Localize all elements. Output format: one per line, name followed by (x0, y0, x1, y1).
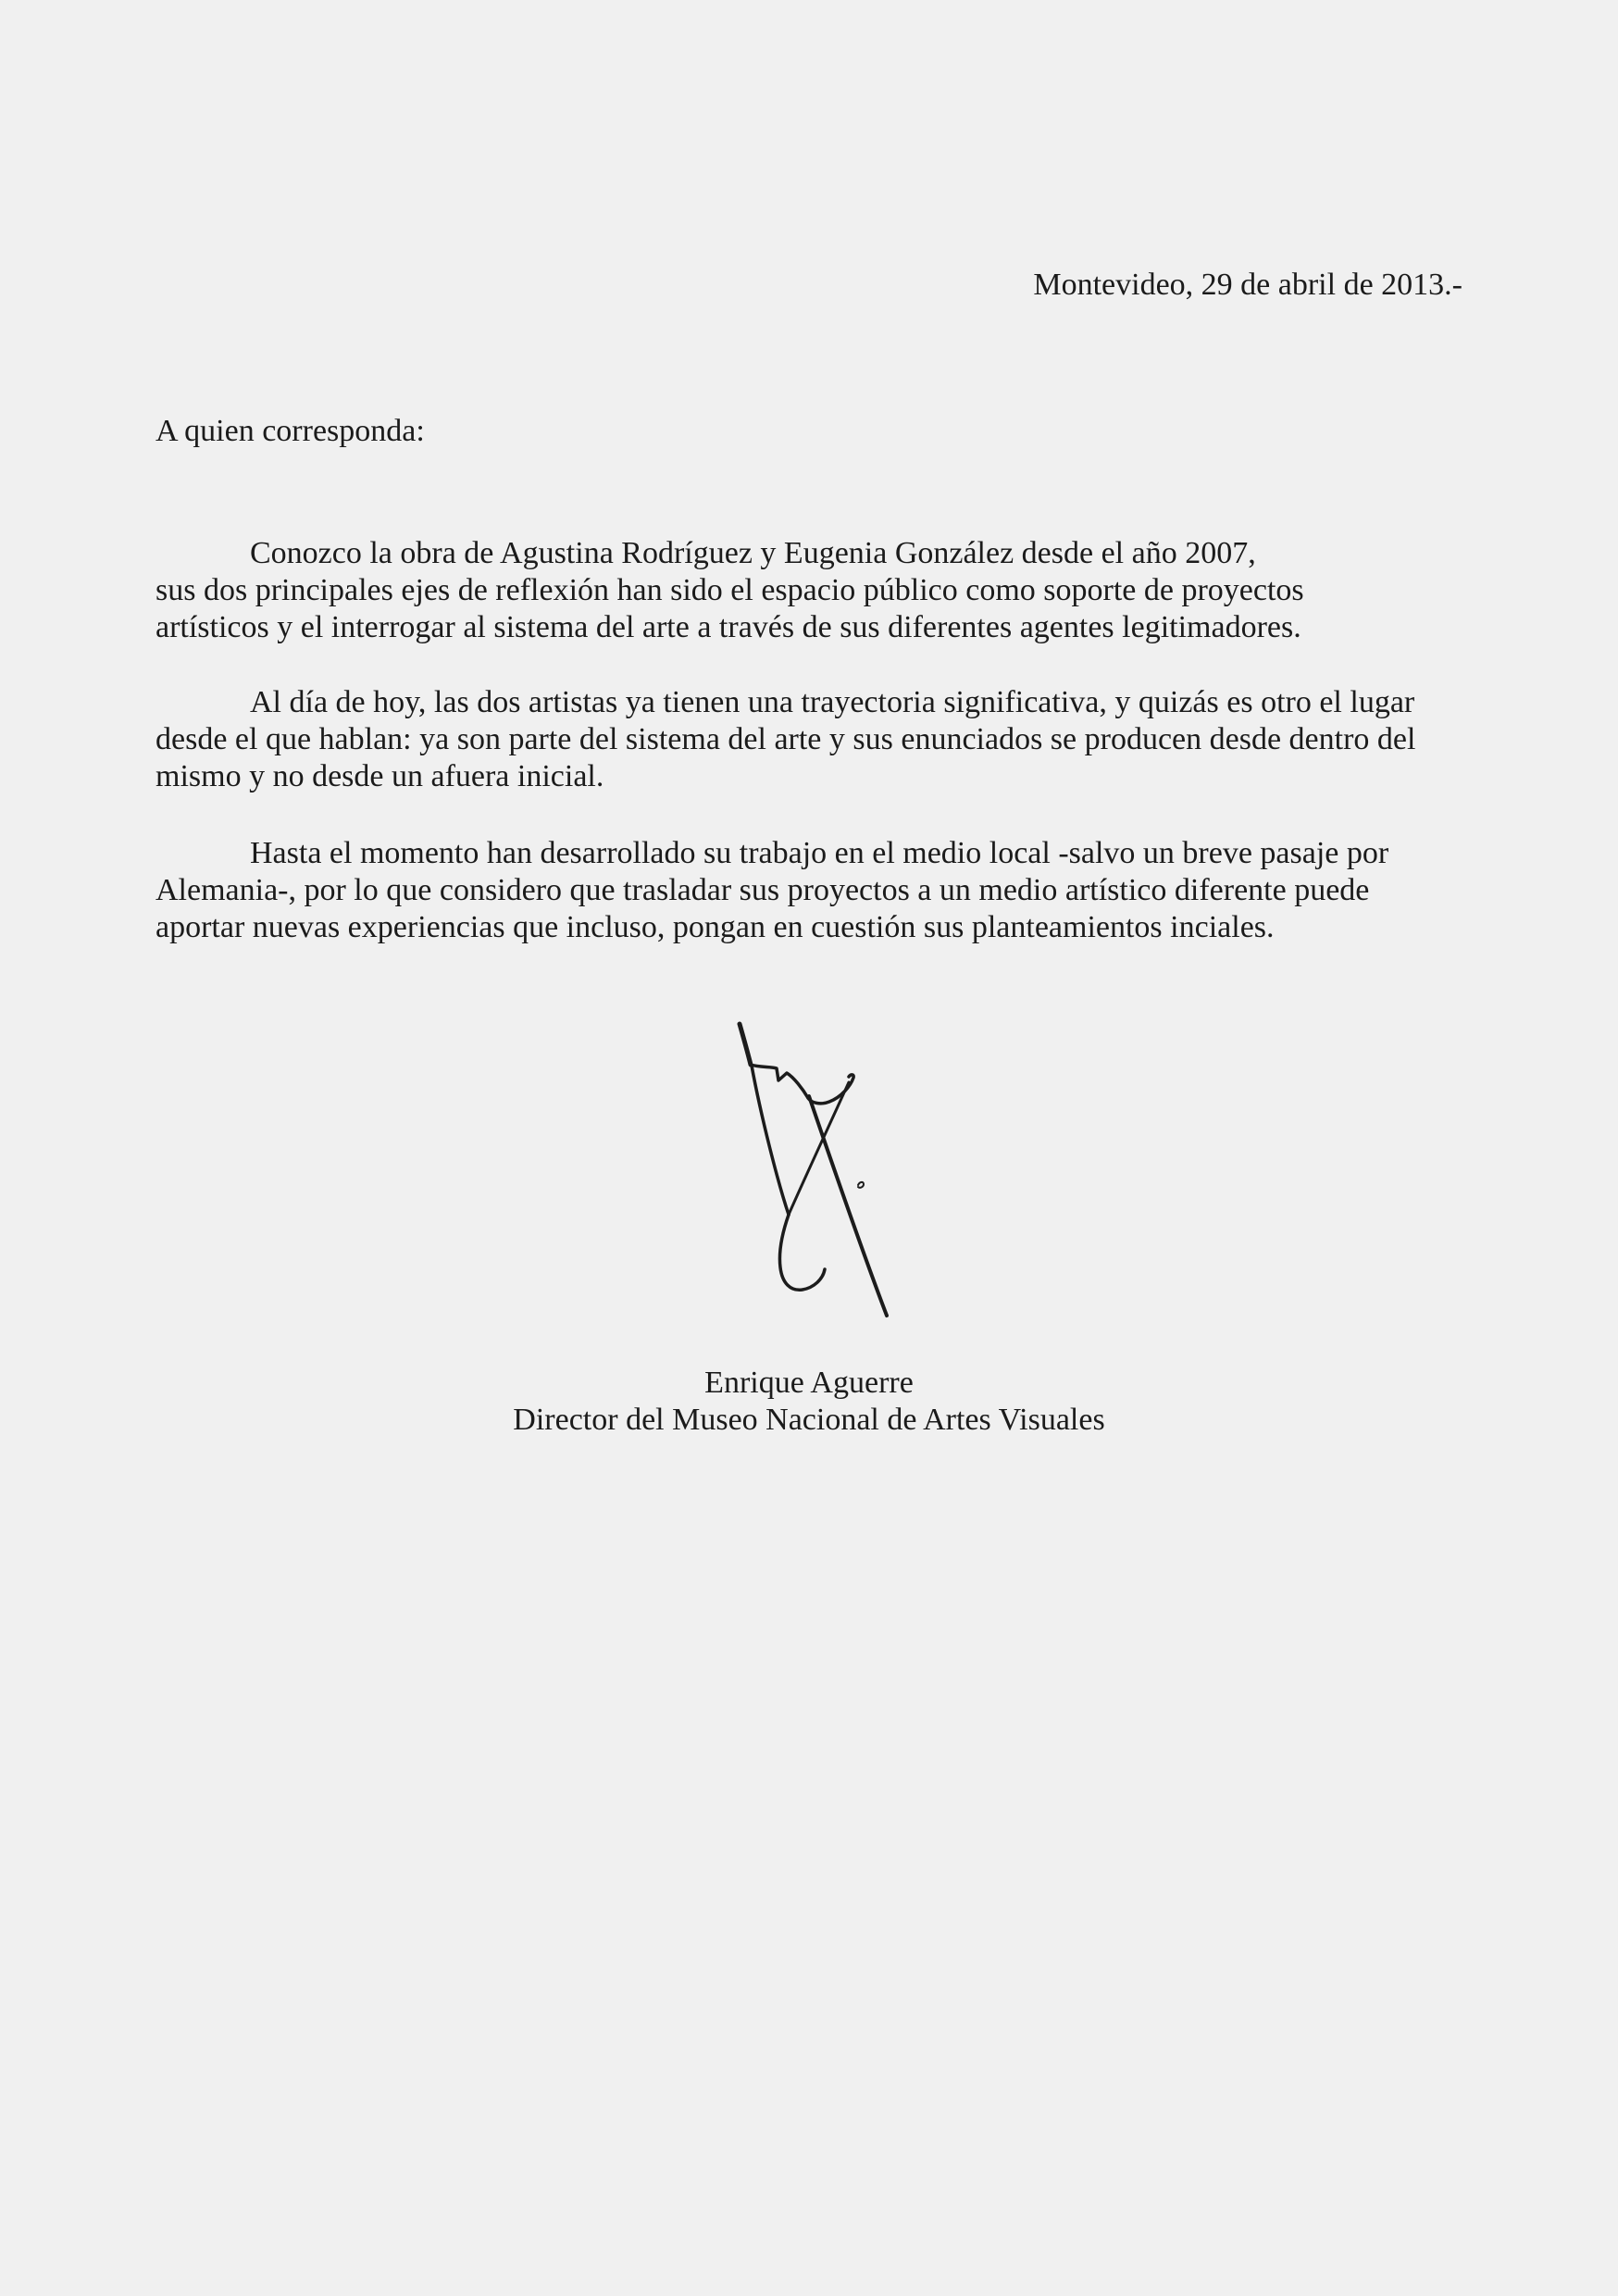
handwritten-signature-icon (713, 1000, 916, 1352)
paragraph-1-line-1: Conozco la obra de Agustina Rodríguez y Eugenia González desde el año 2007, (250, 536, 1256, 570)
paragraph-1-line-3: artísticos y el interrogar al sistema del arte a través de sus diferentes agentes legitimadores. (156, 610, 1301, 644)
signature-stroke (740, 1024, 751, 1065)
salutation: A quien corresponda: (156, 414, 425, 448)
signature-stroke (752, 1066, 789, 1215)
paragraph-2 (156, 684, 1462, 795)
paragraph-1 (156, 535, 1462, 646)
paragraph-3-line-3: aportar nuevas experiencias que incluso, pongan en cuestión sus planteamientos inciales. (156, 910, 1275, 944)
paragraph-3 (156, 835, 1462, 946)
paragraph-3-line-1: Hasta el momento han desarrollado su trabajo en el medio local -salvo un breve pasaje por (250, 836, 1389, 870)
paragraph-2-line-3: mismo y no desde un afuera inicial. (156, 759, 604, 793)
paragraph-1-line-2: sus dos principales ejes de reflexión han sido el espacio público como soporte de proyectos (156, 573, 1304, 607)
signer-title: Director del Museo Nacional de Artes Visuales (513, 1403, 1105, 1437)
paragraph-2-line-1: Al día de hoy, las dos artistas ya tienen una trayectoria significativa, y quizás es otro el lugar (250, 685, 1415, 719)
paragraph-2-line-2: desde el que hablan: ya son parte del sistema del arte y sus enunciados se producen desde dentro del (156, 722, 1416, 756)
paragraph-3-line-2: Alemania-, por lo que considero que trasladar sus proyectos a un medio artístico diferente puede (156, 873, 1370, 907)
signature-block (156, 1365, 1462, 1439)
signature-stroke (751, 1065, 808, 1098)
signature-stroke (809, 1096, 887, 1316)
signer-name: Enrique Aguerre (704, 1366, 914, 1400)
date-line: Montevideo, 29 de abril de 2013.- (1033, 268, 1462, 302)
signature-stroke (779, 1215, 825, 1290)
signature-stroke (858, 1182, 864, 1188)
